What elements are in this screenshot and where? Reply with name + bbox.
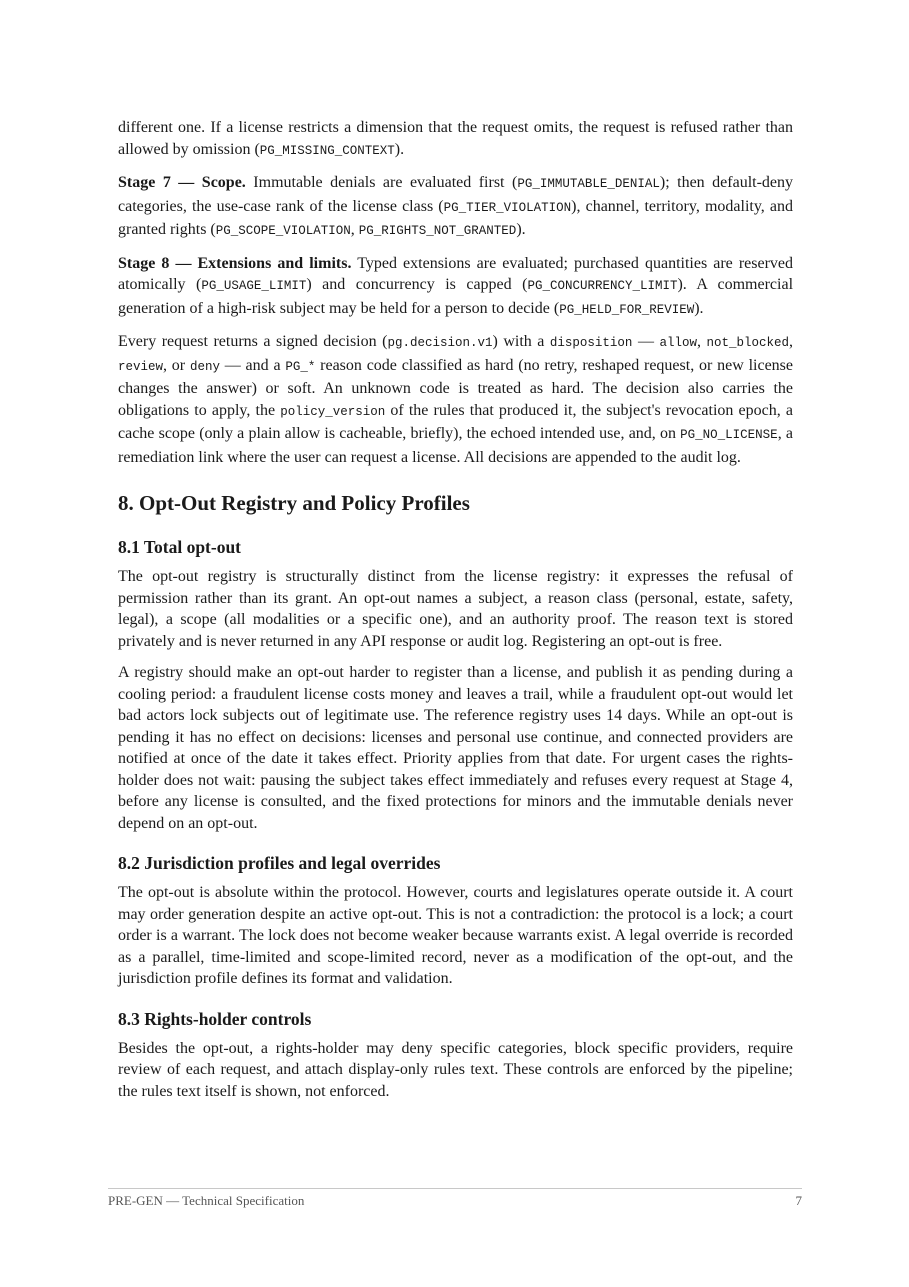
section-8-1-paragraph-1: The opt-out registry is structurally distinct from the license registry: it expresses the refusal of permission rather than its grant. An opt-out names a subject, a reason class (personal, estate, safety, legal), a scope (all modalities or a specific one), and an authority proof. The reason text is stored privately and is never returned in any API response or audit log. Registering an opt-out is free. bbox=[118, 568, 793, 650]
stage8-paragraph: Stage 8 — Extensions and limits. Typed extensions are evaluated; purchased quantities are reserved atomically (PG_USAGE_LIMIT) and concurrency is capped (PG_CONCURRENCY_LIMIT). A commercial generation of a high-risk subject may be held for a person to decide (PG_HELD_FOR_​REVIEW). bbox=[118, 254, 794, 317]
reason-code: PG_MISSING_CONTEXT bbox=[259, 143, 395, 158]
decision-paragraph: Every request returns a signed decision (pg.decision.v1) with a disposition — allow, not_blocked, review, or deny — and a PG_* reason code classified as hard (no retry, reshaped request, or new license changes the answer) or soft. An unknown code is treated as hard. The decision also carries the obligations to apply, the policy_version of the rules that produced it, the subject's revocation epoch, a cache scope (only a plain allow is cacheable, briefly), the echoed intended use, and, on PG_NO_LICENSE, a remediation link where the user can request a license. All decisions are appended to the audit log. bbox=[118, 333, 794, 466]
section-8-2-title: 8.2 Jurisdiction profiles and legal overrides bbox=[118, 853, 441, 873]
section-8-1-title: 8.1 Total opt-out bbox=[118, 537, 242, 557]
section-8-3-title: 8.3 Rights-holder controls bbox=[118, 1008, 312, 1029]
reason-code: PG_NO_LICENSE bbox=[680, 428, 778, 442]
disposition-value: deny bbox=[189, 359, 220, 374]
reason-code: PG_USAGE_LIMIT bbox=[201, 279, 307, 293]
section-8-3-paragraph: Besides the opt-out, a rights-holder may deny specific categories, block specific providers, require review of each request, and attach display-only rules text. These controls are enforced by the pipeline; the rules text itself is shown, not enforced. bbox=[118, 1039, 793, 1100]
schema-id: pg.decision.v1 bbox=[387, 336, 493, 350]
field-name: policy_version bbox=[280, 404, 386, 419]
reason-code: PG_TIER_VIOLATION bbox=[443, 200, 572, 215]
stage6-continuation: different one. If a license restricts a dimension that the request omits, the request is refused rather than allowed by omission (PG_MISSING_CONTEXT). bbox=[118, 119, 793, 158]
reason-code: PG_* bbox=[285, 359, 316, 374]
reason-code: PG_RIGHTS_NOT_GRANTED bbox=[358, 224, 517, 238]
reason-code: PG_SCOPE_VIOLATION bbox=[215, 224, 351, 238]
section-8-title: 8. Opt-Out Registry and Policy Profiles bbox=[118, 491, 470, 515]
reason-code: PG_CONCURRENCY_LIMIT bbox=[527, 279, 678, 293]
page-content bbox=[118, 117, 793, 1112]
stage7-paragraph: Stage 7 — Scope. Immutable denials are evaluated first (PG_IMMUTABLE_DENIAL); then default-deny categories, the use-case rank of the license class (PG_TIER_VIOLATION), channel, territory, modality, and granted rights (PG_SCOPE_VIOLATION, PG_RIGHTS_NOT_GRANTED). bbox=[118, 174, 794, 238]
disposition-value: review bbox=[118, 359, 164, 374]
field-name: disposition bbox=[549, 336, 633, 350]
reason-code: PG_HELD_FOR_​REVIEW bbox=[559, 302, 695, 317]
disposition-value: allow bbox=[659, 336, 697, 350]
disposition-value: not_blocked bbox=[706, 336, 789, 350]
stage7-heading: Stage 7 — Scope. bbox=[118, 174, 246, 191]
section-8-2-paragraph: The opt-out is absolute within the protocol. However, courts and legislatures operate outside it. A court may order generation despite an active opt-out. This is not a contradiction: the protocol is a lock; a court order is a warrant. The lock does not become weaker because warrants exist. A legal override is recorded as a parallel, time-limited and scope-limited record, never as a modification of the opt-out, and the jurisdiction profile defines its format and validation. bbox=[118, 884, 793, 987]
reason-code: PG_IMMUTABLE_DENIAL bbox=[517, 177, 660, 191]
page-number: 7 bbox=[795, 1193, 802, 1208]
page-footer bbox=[108, 1188, 802, 1209]
section-8-1-paragraph-2: A registry should make an opt-out harder to register than a license, and publish it as pending during a cooling period: a fraudulent license costs money and leaves a trail, while a fraudulent opt-out would let bad actors lock subjects out of legitimate use. The reference registry uses 14 days. While an opt-out is pending it has no effect on decisions: licenses and personal use continue, and connected providers are notified at once of the date it takes effect. Priority applies from that date. For urgent cases the rights-holder does not wait: pausing the subject takes effect immediately and refuses every request at Stage 4, before any license is consulted, and the fixed protections for minors and the immutable denials never depend on an opt-out. bbox=[118, 664, 793, 832]
stage8-heading: Stage 8 — Extensions and limits. bbox=[118, 254, 352, 272]
footer-document-title: PRE-GEN — Technical Specification bbox=[108, 1193, 305, 1208]
